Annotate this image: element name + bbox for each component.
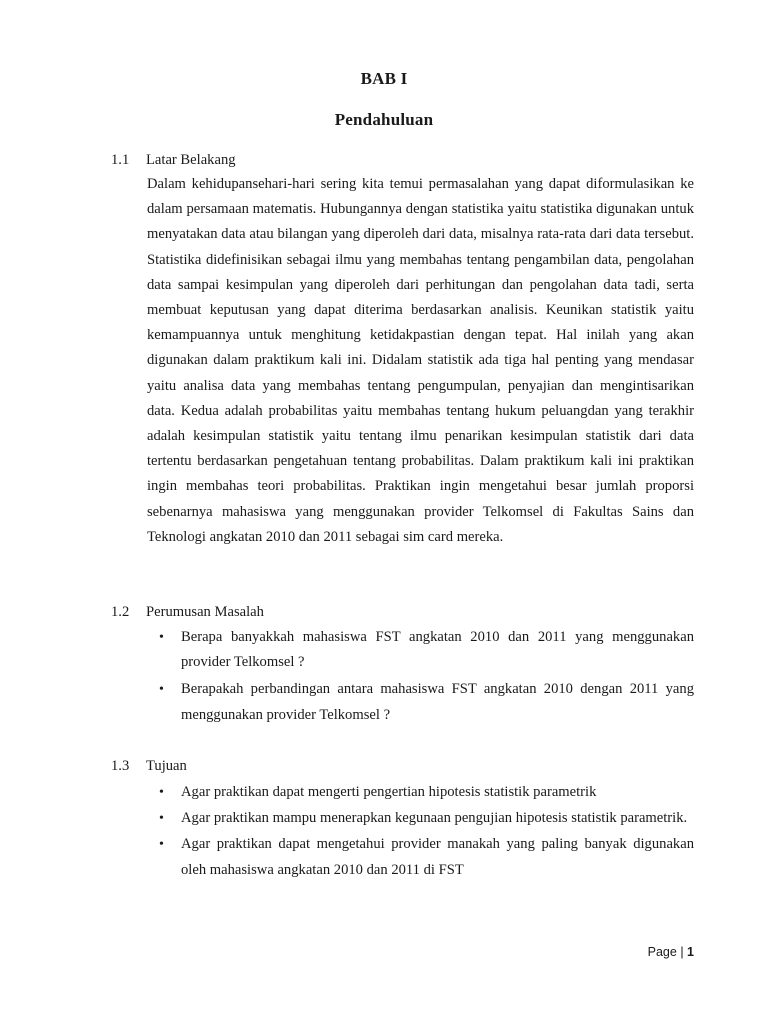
list-item-text: Agar praktikan mampu menerapkan kegunaan pengujian hipotesis statistik parametrik.: [181, 810, 688, 827]
bullet-icon: •: [159, 682, 164, 698]
list-item-text: Berapakah perbandingan antara mahasiswa FST angkatan 2010 dengan 2011 yang menggunakan provider Telkomsel ?: [181, 681, 694, 723]
section-heading-text: Tujuan: [146, 758, 187, 774]
section-heading-text: Perumusan Masalah: [146, 604, 264, 620]
page-title: Pendahuluan: [334, 110, 434, 129]
tujuan-list: [147, 780, 694, 883]
bullet-icon: •: [159, 811, 164, 827]
list-item: [147, 677, 694, 727]
list-item-text: Agar praktikan dapat mengetahui provider manakah yang paling banyak digunakan oleh mahasiswa angkatan 2010 dan 2011 di FST: [181, 836, 694, 878]
bullet-icon: •: [159, 837, 164, 853]
list-item-text: Berapa banyakkah mahasiswa FST angkatan 2010 dan 2011 yang menggunakan provider Telkomsel ?: [181, 629, 694, 671]
section-number: 1.1: [111, 152, 130, 168]
page-number: 1: [687, 945, 694, 959]
list-item: [147, 780, 694, 805]
chapter-title: BAB I: [360, 69, 408, 88]
list-item: [147, 832, 694, 882]
list-item: [147, 625, 694, 675]
section-heading-tujuan: [111, 757, 187, 775]
section-number: 1.2: [111, 604, 130, 620]
section-number: 1.3: [111, 758, 130, 774]
perumusan-masalah-list: [147, 625, 694, 728]
latar-belakang-paragraph: Dalam kehidupansehari-hari sering kita temui permasalahan yang dapat diformulasikan ke dalam persamaan matematis. Hubungannya dengan statistika yaitu statistika digunakan untuk menyatakan data atau bilangan yang diperoleh dari data, misalnya rata-rata dari data tersebut. Statistika didefinisikan sebagai ilmu yang membahas tentang pengambilan data, pengolahan data sampai kesimpulan yang diperoleh dari perhitungan dan pengolahan data tadi, serta membuat keputusan yang dapat diterima berdasarkan analisis. Keunikan statistik yaitu kemampuannya untuk menghitung ketidakpastian dengan tepat. Hal inilah yang akan digunakan dalam praktikum kali ini. Didalam statistik ada tiga hal penting yang mendasar yaitu analisa data yang membahas tentang pengumpulan, penyajian dan mengintisarikan data. Kedua adalah probabilitas yaitu membahas tentang hukum peluangdan yang terakhir adalah kesimpulan statistik yaitu tentang ilmu penarikan kesimpulan statistik dari data tertentu berdasarkan pengetahuan tentang probabilitas. Dalam praktikum kali ini praktikan ingin membahas teori probabilitas. Praktikan ingin mengetahui besar jumlah proporsi sebenarnya mahasiswa yang menggunakan provider Telkomsel di Fakultas Sains dan Teknologi angkatan 2010 dan 2011 sebagai sim card mereka.: [147, 176, 694, 545]
page-label: Page: [647, 945, 677, 959]
list-item: [147, 806, 694, 831]
section-heading-text: Latar Belakang: [146, 152, 236, 168]
section-heading-latar-belakang: [111, 151, 236, 169]
page-footer: [648, 945, 694, 959]
list-item-text: Agar praktikan dapat mengerti pengertian hipotesis statistik parametrik: [181, 784, 597, 800]
section-heading-perumusan-masalah: [111, 603, 264, 621]
page-separator: |: [680, 945, 684, 959]
bullet-icon: •: [159, 785, 164, 800]
bullet-icon: •: [159, 630, 164, 645]
